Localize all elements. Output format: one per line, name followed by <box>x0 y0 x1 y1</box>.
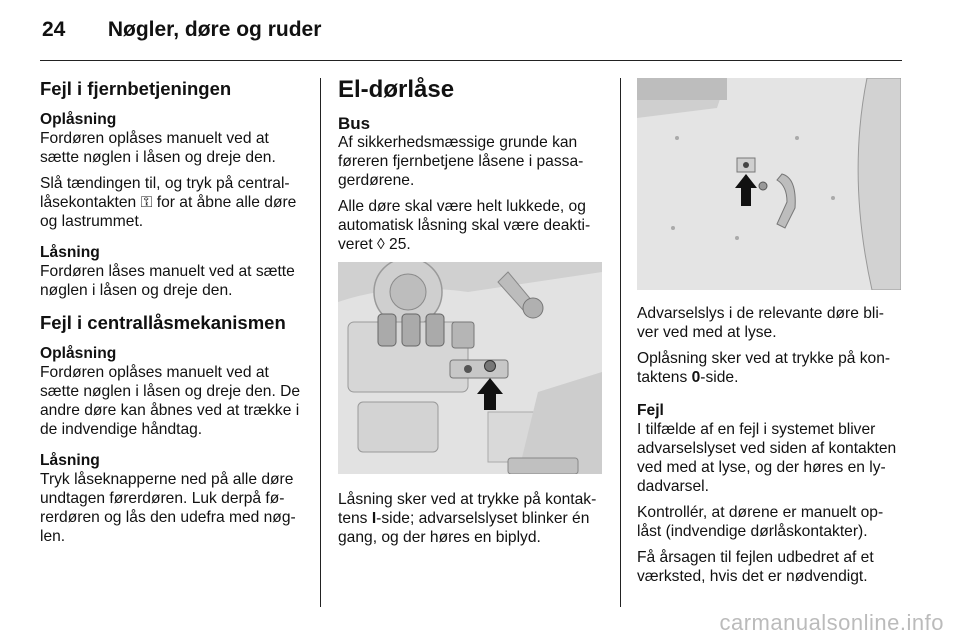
column-right <box>637 74 901 598</box>
section-title-remote-fault: Fejl i fjernbetjeningen <box>40 78 232 99</box>
paragraph: Fordøren oplåses manuelt ved at sætte nøglen i låsen og dreje den. De andre døre kan åbnes ved at trække i de indvendige håndtag. <box>40 364 301 438</box>
dashboard-illustration <box>338 262 602 474</box>
page-header <box>42 18 321 48</box>
door-illustration <box>637 78 901 290</box>
page-number: 24 <box>42 18 66 41</box>
central-lock-icon: ⚿ <box>140 194 153 211</box>
column-middle <box>338 74 604 554</box>
column-left <box>40 74 306 558</box>
paragraph: I tilfælde af en fejl i systemet bliver advarselslyset ved siden af kontakten ved med at lyse, og der høres en ly-dadvarsel. <box>637 421 897 495</box>
paragraph: Advarselslys i de relevante døre bli-ver ved med at lyse. <box>637 305 885 341</box>
header-rule <box>40 60 902 61</box>
figure-caption: Låsning sker ved at trykke på kontak-tens I-side; advarselslyset blinker én gang, og der høres en biplyd. <box>338 491 597 546</box>
paragraph: Oplåsning sker ved at trykke på kon-taktens 0-side. <box>637 350 891 386</box>
paragraph: Fordøren låses manuelt ved at sætte nøglen i låsen og dreje den. <box>40 263 295 299</box>
paragraph: Alle døre skal være helt lukkede, og automatisk låsning skal være deakti-veret ◊ 25. <box>338 198 591 253</box>
paragraph: Slå tændingen til, og tryk på central-låsekontakten ⚿ for at åbne alle døre og lastrummet. <box>40 175 297 230</box>
dashboard-switch-figure <box>338 262 602 474</box>
subheading-bus: Bus <box>338 114 371 133</box>
page-reference: ◊ 25. <box>377 236 411 253</box>
column-divider-2 <box>620 78 621 607</box>
paragraph: Af sikkerhedsmæssige grunde kan føreren fjernbetjene låsene i passa-gerdørene. <box>338 134 584 189</box>
chapter-title: Nøgler, døre og ruder <box>107 18 322 41</box>
subheading-locking: Låsning <box>40 244 100 261</box>
section-title-central-lock-fault: Fejl i centrallåsmekanismen <box>40 312 286 333</box>
subheading-unlocking: Oplåsning <box>40 111 117 128</box>
paragraph: Få årsagen til fejlen udbedret af et værksted, hvis det er nødvendigt. <box>637 549 874 585</box>
paragraph: Kontrollér, at dørene er manuelt op-låst (indvendige dørlåskontakter). <box>637 504 884 540</box>
watermark: carmanualsonline.info <box>719 610 944 635</box>
door-switch-figure <box>637 78 901 290</box>
subheading-locking: Låsning <box>40 452 100 469</box>
paragraph: Tryk låseknapperne ned på alle døre undtagen førerdøren. Luk derpå fø-rerdøren og lås den udefra med nøg-len. <box>40 471 296 545</box>
paragraph: Fordøren oplåses manuelt ved at sætte nøglen i låsen og dreje den. <box>40 130 276 166</box>
section-title-electric-locks: El-dørlåse <box>338 76 455 103</box>
subheading-fault: Fejl <box>637 402 664 419</box>
column-divider-1 <box>320 78 321 607</box>
subheading-unlocking: Oplåsning <box>40 345 117 362</box>
